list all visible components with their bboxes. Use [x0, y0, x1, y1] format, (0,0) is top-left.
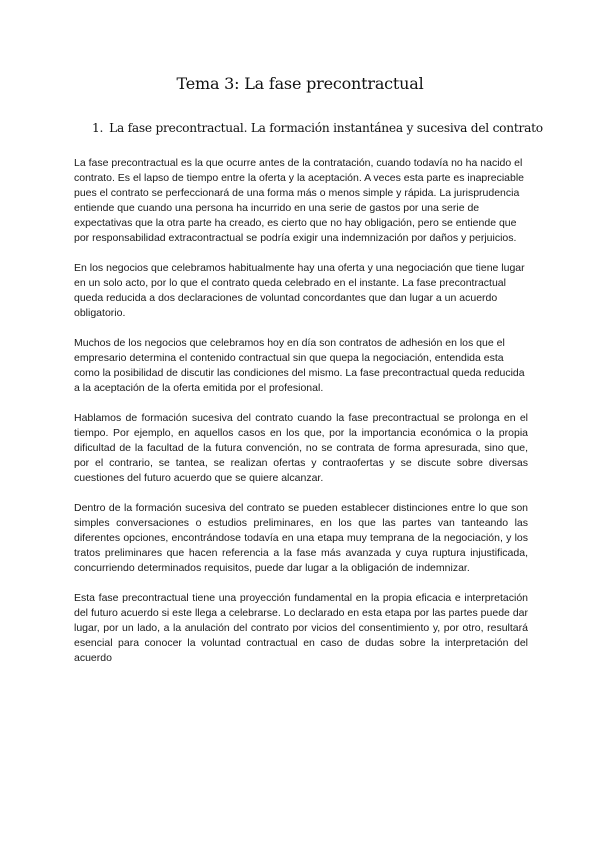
section-heading [92, 121, 562, 135]
paragraph-4: Hablamos de formación sucesiva del contrato cuando la fase precontractual se prolonga en el tiempo. Por ejemplo, en aquellos casos en los que, por la importancia económica o la propia dificultad de la facultad de la futura convención, no se contrata de forma apresurada, sino que, por el contrario, se tantea, se realizan ofertas y contraofertas y se discute sobre diversas cuestiones del futuro acuerdo que se quiere alcanzar. [74, 412, 528, 484]
section-number: 1. [92, 121, 104, 135]
document-body [74, 156, 528, 681]
section-heading-text: La fase precontractual. La formación instantánea y sucesiva del contrato [109, 121, 543, 135]
paragraph-3: Muchos de los negocios que celebramos hoy en día son contratos de adhesión en los que el empresario determina el contenido contractual sin que quepa la negociación, entendida esta como la posibilidad de discutir las condiciones del mismo. La fase precontractual queda reducida a la aceptación de la oferta emitida por el profesional. [74, 337, 525, 394]
paragraph-2: En los negocios que celebramos habitualmente hay una oferta y una negociación que tiene lugar en un solo acto, por lo que el contrato queda celebrado en el instante. La fase precontractual queda reducida a dos declaraciones de voluntad concordantes que dan lugar a un acuerdo obligatorio. [74, 262, 525, 319]
paragraph-6: Esta fase precontractual tiene una proyección fundamental en la propia eficacia e interpretación del futuro acuerdo si este llega a celebrarse. Lo declarado en esta etapa por las partes puede dar lugar, por un lado, a la anulación del contrato por vicios del consentimiento y, por otro, resultará esencial para conocer la voluntad contractual en caso de dudas sobre la interpretación del acuerdo [74, 592, 528, 664]
paragraph-5: Dentro de la formación sucesiva del contrato se pueden establecer distinciones entre lo que son simples conversaciones o estudios preliminares, en los que las partes van tanteando las diferentes opciones, encontrándose todavía en una etapa muy temprana de la negociación, y los tratos preliminares que hacen referencia a la fase más avanzada y cuya ruptura injustificada, concurriendo determinados requisitos, puede dar lugar a la obligación de indemnizar. [74, 502, 528, 574]
paragraph-1: La fase precontractual es la que ocurre antes de la contratación, cuando todavía no ha nacido el contrato. Es el lapso de tiempo entre la oferta y la aceptación. A veces esta parte es inapreciable pues el contrato se perfeccionará de una forma más o menos simple y rápida. La jurisprudencia entiende que cuando una persona ha incurrido en una serie de gastos por una serie de expectativas que la otra parte ha creado, es cierto que no hay obligación, pero se entiende que por responsabilidad extracontractual se podría exigir una indemnización por daños y perjuicios. [74, 157, 525, 244]
page-title: Tema 3: La fase precontractual [176, 74, 424, 93]
